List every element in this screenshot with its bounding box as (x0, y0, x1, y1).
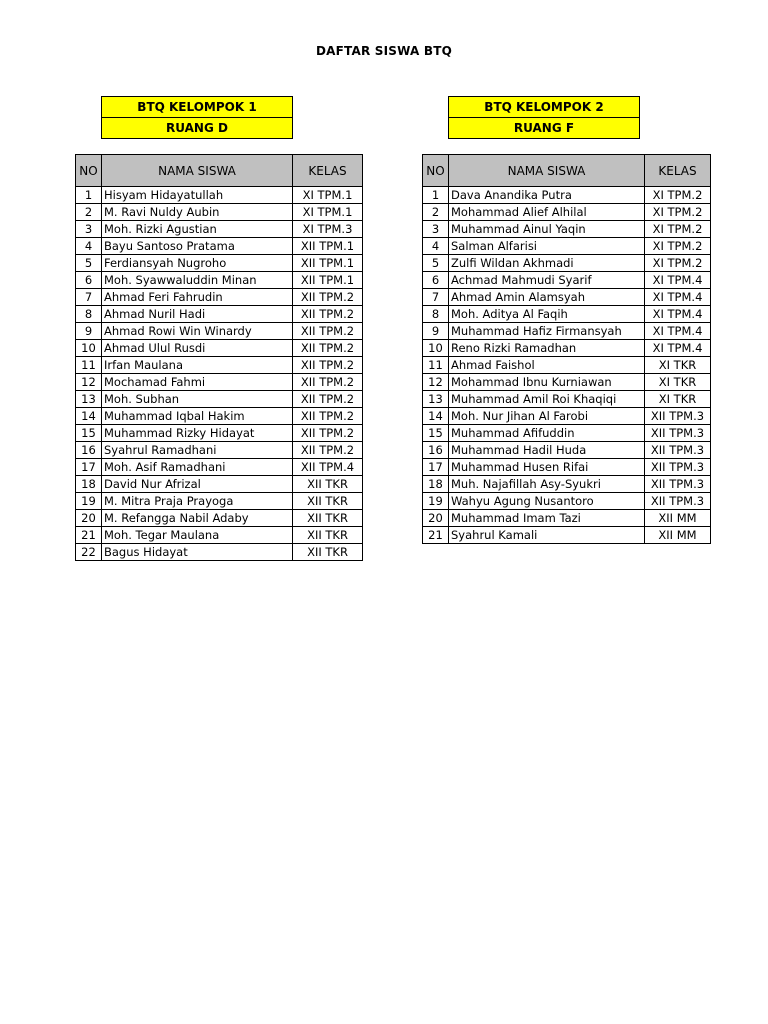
student-name: Reno Rizki Ramadhan (449, 340, 645, 357)
student-class: XII TPM.2 (293, 442, 363, 459)
header-kelas: KELAS (293, 155, 363, 187)
student-name: Muhammad Iqbal Hakim (102, 408, 293, 425)
table-row (76, 493, 363, 510)
table-row (423, 374, 711, 391)
table-row (76, 340, 363, 357)
student-name: Mohammad Ibnu Kurniawan (449, 374, 645, 391)
table-header-row (423, 155, 711, 187)
student-name: David Nur Afrizal (102, 476, 293, 493)
student-class: XII TKR (293, 476, 363, 493)
row-no: 17 (76, 459, 102, 476)
student-class: XI TPM.2 (645, 255, 711, 272)
student-class: XII TKR (293, 510, 363, 527)
row-no: 19 (423, 493, 449, 510)
header-no: NO (423, 155, 449, 187)
student-name: Wahyu Agung Nusantoro (449, 493, 645, 510)
table-row (76, 289, 363, 306)
student-name: Ahmad Faishol (449, 357, 645, 374)
student-class: XI TKR (645, 357, 711, 374)
group-1-table (75, 154, 363, 561)
table-row (423, 289, 711, 306)
student-name: Muhammad Husen Rifai (449, 459, 645, 476)
table-row (423, 442, 711, 459)
table-row (76, 204, 363, 221)
student-name: Muhammad Amil Roi Khaqiqi (449, 391, 645, 408)
row-no: 18 (76, 476, 102, 493)
row-no: 3 (76, 221, 102, 238)
row-no: 7 (76, 289, 102, 306)
table-row (423, 272, 711, 289)
student-class: XI TPM.1 (293, 187, 363, 204)
row-no: 7 (423, 289, 449, 306)
table-row (423, 510, 711, 527)
student-class: XII TPM.2 (293, 408, 363, 425)
table-row (76, 408, 363, 425)
row-no: 18 (423, 476, 449, 493)
table-row (423, 425, 711, 442)
row-no: 13 (423, 391, 449, 408)
student-class: XII TKR (293, 493, 363, 510)
table-row (423, 357, 711, 374)
row-no: 16 (423, 442, 449, 459)
table-row (76, 510, 363, 527)
student-class: XII MM (645, 527, 711, 544)
student-class: XI TKR (645, 391, 711, 408)
student-name: Mochamad Fahmi (102, 374, 293, 391)
student-class: XI TPM.1 (293, 204, 363, 221)
row-no: 1 (423, 187, 449, 204)
student-class: XI TPM.4 (645, 340, 711, 357)
table-row (423, 238, 711, 255)
student-class: XI TPM.2 (645, 221, 711, 238)
table-row (423, 255, 711, 272)
student-class: XII TPM.2 (293, 425, 363, 442)
student-name: Irfan Maulana (102, 357, 293, 374)
row-no: 11 (423, 357, 449, 374)
student-name: Achmad Mahmudi Syarif (449, 272, 645, 289)
student-name: Bagus Hidayat (102, 544, 293, 561)
row-no: 13 (76, 391, 102, 408)
table-row (423, 187, 711, 204)
student-name: Muhammad Hafiz Firmansyah (449, 323, 645, 340)
table-row (76, 442, 363, 459)
row-no: 19 (76, 493, 102, 510)
student-class: XII TKR (293, 527, 363, 544)
student-name: Muhammad Imam Tazi (449, 510, 645, 527)
row-no: 15 (76, 425, 102, 442)
student-name: M. Mitra Praja Prayoga (102, 493, 293, 510)
student-class: XII TPM.3 (645, 442, 711, 459)
student-class: XII TPM.1 (293, 272, 363, 289)
student-class: XI TPM.2 (645, 238, 711, 255)
table-row (423, 306, 711, 323)
student-name: Moh. Tegar Maulana (102, 527, 293, 544)
page-title: DAFTAR SISWA BTQ (315, 44, 453, 58)
student-class: XII TPM.3 (645, 425, 711, 442)
group-1-rows (76, 187, 363, 561)
header-kelas: KELAS (645, 155, 711, 187)
student-class: XI TPM.4 (645, 306, 711, 323)
student-name: Muhammad Rizky Hidayat (102, 425, 293, 442)
row-no: 3 (423, 221, 449, 238)
student-class: XII TKR (293, 544, 363, 561)
student-class: XII MM (645, 510, 711, 527)
row-no: 12 (76, 374, 102, 391)
table-row (76, 544, 363, 561)
table-header-row (76, 155, 363, 187)
table-row (76, 221, 363, 238)
student-class: XII TPM.2 (293, 357, 363, 374)
row-no: 14 (76, 408, 102, 425)
group-1-label: BTQ KELOMPOK 1 (137, 100, 257, 114)
header-nama-siswa: NAMA SISWA (102, 155, 293, 187)
student-class: XII TPM.3 (645, 459, 711, 476)
student-name: Moh. Asif Ramadhani (102, 459, 293, 476)
student-class: XI TPM.3 (293, 221, 363, 238)
row-no: 11 (76, 357, 102, 374)
student-class: XII TPM.3 (645, 408, 711, 425)
student-name: Muh. Najafillah Asy-Syukri (449, 476, 645, 493)
row-no: 5 (423, 255, 449, 272)
student-name: Muhammad Ainul Yaqin (449, 221, 645, 238)
student-name: Moh. Aditya Al Faqih (449, 306, 645, 323)
table-row (76, 323, 363, 340)
student-name: Syahrul Ramadhani (102, 442, 293, 459)
table-row (423, 391, 711, 408)
student-class: XI TKR (645, 374, 711, 391)
table-row (76, 187, 363, 204)
table-row (76, 238, 363, 255)
table-row (423, 408, 711, 425)
row-no: 2 (76, 204, 102, 221)
student-name: Mohammad Alief Alhilal (449, 204, 645, 221)
student-name: M. Ravi Nuldy Aubin (102, 204, 293, 221)
table-row (76, 255, 363, 272)
student-name: M. Refangga Nabil Adaby (102, 510, 293, 527)
table-row (76, 357, 363, 374)
row-no: 5 (76, 255, 102, 272)
table-row (76, 425, 363, 442)
row-no: 8 (423, 306, 449, 323)
student-class: XII TPM.4 (293, 459, 363, 476)
table-row (76, 459, 363, 476)
group-2-rows (423, 187, 711, 544)
table-row (423, 323, 711, 340)
row-no: 21 (76, 527, 102, 544)
row-no: 1 (76, 187, 102, 204)
row-no: 10 (423, 340, 449, 357)
student-name: Moh. Subhan (102, 391, 293, 408)
group-2-room: RUANG F (449, 117, 639, 138)
student-class: XI TPM.2 (645, 204, 711, 221)
group-1-room: RUANG D (102, 117, 292, 138)
table-row (423, 527, 711, 544)
row-no: 22 (76, 544, 102, 561)
row-no: 16 (76, 442, 102, 459)
student-name: Muhammad Hadil Huda (449, 442, 645, 459)
row-no: 6 (76, 272, 102, 289)
table-row (76, 306, 363, 323)
student-name: Hisyam Hidayatullah (102, 187, 293, 204)
row-no: 15 (423, 425, 449, 442)
student-class: XII TPM.1 (293, 238, 363, 255)
student-name: Salman Alfarisi (449, 238, 645, 255)
header-no: NO (76, 155, 102, 187)
student-class: XII TPM.2 (293, 374, 363, 391)
row-no: 21 (423, 527, 449, 544)
header-nama-siswa: NAMA SISWA (449, 155, 645, 187)
student-name: Moh. Nur Jihan Al Farobi (449, 408, 645, 425)
student-name: Muhammad Afifuddin (449, 425, 645, 442)
table-row (423, 493, 711, 510)
student-class: XI TPM.4 (645, 289, 711, 306)
table-row (76, 476, 363, 493)
row-no: 2 (423, 204, 449, 221)
row-no: 4 (423, 238, 449, 255)
table-row (76, 527, 363, 544)
row-no: 8 (76, 306, 102, 323)
group-2-label: BTQ KELOMPOK 2 (484, 100, 604, 114)
student-class: XII TPM.2 (293, 289, 363, 306)
student-name: Ahmad Rowi Win Winardy (102, 323, 293, 340)
table-row (423, 221, 711, 238)
row-no: 10 (76, 340, 102, 357)
row-no: 9 (423, 323, 449, 340)
row-no: 9 (76, 323, 102, 340)
student-name: Moh. Rizki Agustian (102, 221, 293, 238)
row-no: 14 (423, 408, 449, 425)
student-class: XII TPM.3 (645, 476, 711, 493)
student-class: XII TPM.3 (645, 493, 711, 510)
student-class: XII TPM.2 (293, 340, 363, 357)
row-no: 6 (423, 272, 449, 289)
row-no: 17 (423, 459, 449, 476)
row-no: 4 (76, 238, 102, 255)
student-name: Bayu Santoso Pratama (102, 238, 293, 255)
student-name: Ferdiansyah Nugroho (102, 255, 293, 272)
student-name: Ahmad Ulul Rusdi (102, 340, 293, 357)
student-name: Zulfi Wildan Akhmadi (449, 255, 645, 272)
student-class: XI TPM.4 (645, 272, 711, 289)
table-row (423, 459, 711, 476)
row-no: 20 (76, 510, 102, 527)
student-class: XI TPM.2 (645, 187, 711, 204)
student-class: XII TPM.2 (293, 306, 363, 323)
table-row (76, 374, 363, 391)
row-no: 20 (423, 510, 449, 527)
student-class: XII TPM.1 (293, 255, 363, 272)
student-name: Syahrul Kamali (449, 527, 645, 544)
student-name: Moh. Syawwaluddin Minan (102, 272, 293, 289)
student-class: XII TPM.2 (293, 323, 363, 340)
student-name: Ahmad Amin Alamsyah (449, 289, 645, 306)
student-name: Ahmad Nuril Hadi (102, 306, 293, 323)
student-name: Ahmad Feri Fahrudin (102, 289, 293, 306)
group-2-header (448, 96, 640, 139)
group-1-header (101, 96, 293, 139)
table-row (76, 391, 363, 408)
student-class: XII TPM.2 (293, 391, 363, 408)
table-row (423, 204, 711, 221)
row-no: 12 (423, 374, 449, 391)
student-name: Dava Anandika Putra (449, 187, 645, 204)
group-2-table (422, 154, 711, 544)
table-row (76, 272, 363, 289)
table-row (423, 340, 711, 357)
student-class: XI TPM.4 (645, 323, 711, 340)
table-row (423, 476, 711, 493)
